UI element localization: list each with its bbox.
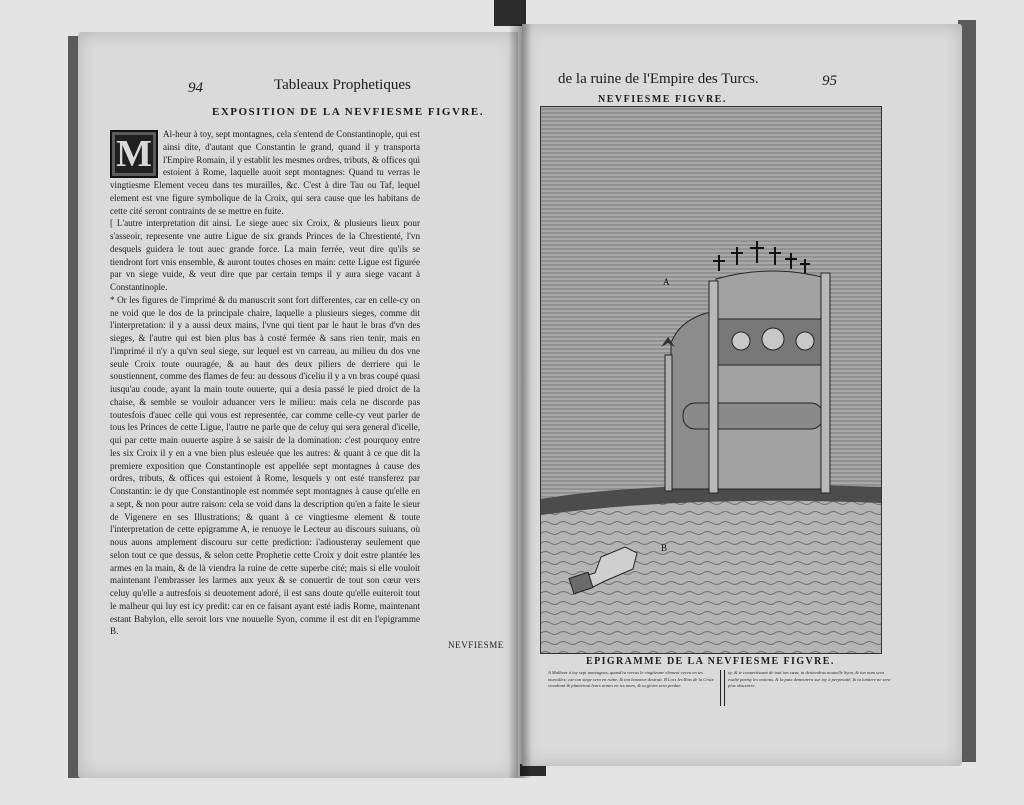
binding-clip — [494, 0, 526, 26]
paragraph: * Or les figures de l'imprimé & du manuscrit sont fort differentes, car en celle-cy on ne void que le dos de la principale chaire, laquelle a plusieurs sieges, comme dit l'interpretation: il y a aussi deux mains, l'vne qui tient par le haut le bras d'vn des sieges, & l'autre qui est bien plus bas à costé fermée & sans rien tenir, mais en l'imprimé il n'y a qu'vn seul siege, sur lequel est vn carreau, au milieu du dos vne seule Croix toute ouuragée, & au haut des deux piliers de derriere qui le soustiennent, comme des flames de feu: au dessous d'iceliu il y a vn bras coupé quasi iusqu'au coude, ayant la main toute ouuerte, qui a desia passé le pied droict de la chaise, & semble se vouloir aduancer vers le milieu: mais cela ne discorde pas toutesfois d'auec celle qui vous est representée, car comme celle-cy veut parler de tous les Princes de cette Ligue, l'autre ne parle que de celuy qui sera general d'icelle, qui par cette main ouuerte aspire à se saisir de la domination: c'est pourquoy entre les six Croix il y en a vne bien plus esleuée que les autres: & quant à ce que dit la premiere exposition que Constantinople est appellée sept montagnes à cause des ordres, tributs, & offices qui estoient à Rome, lesquels y ont esté transferez par Constantin: ie dy que Constantinople est nommée sept montagnes à cause qu'elle en a sept, & non pour autre raison: cela se void dans la description qu'en a faite le sieur de Vigenere en ses Illustrations; & quant à ce vingtiesme element & toute l'interpretation de cette epigramme A, ie renuoye le Lecteur au discours suiuans, où nous auons amplement discouru sur cette prediction: i'adiousteray seulement que selon tout ce que dessus, & selon cette Prophetie cette Croix y doit estre plantée les armes en la main, & de là viendra la ruine de cette superbe cité; mais si elle vouloit maintenant l'embrasser les larmes aux yeux & se conuertir de tout son cœur vers celuy qu'elle a autresfois si deuotement adoré, il est sans doute qu'elle euiteroit tout le malheur qui luy est icy predit: car en ce faisant ayant esté iadis Rome, maintenant estant Babylon, elle seroit lors vne nouuelle Syon, comme il est dit en l'epigramme B. — [110, 294, 420, 637]
epigram-caption: EPIGRAMME DE LA NEVFIESME FIGVRE. — [586, 656, 835, 667]
running-head-right: de la ruine de l'Empire des Turcs. — [558, 71, 759, 87]
plate-heading: NEVFIESME FIGVRE. — [598, 94, 727, 105]
engraving-image — [541, 107, 881, 653]
page-gutter — [508, 24, 532, 778]
epigram-left-column: A Malheur à toy sept montagnes, quand tu verras le vingtiesme element veceu en tes murailles; car ton siege sera en ruine, & ton honneur destruit. B Lors les Rois de la Croix viendront & planteront leurs armes en tes murs, & ta gloire sera perdue. — [548, 670, 714, 689]
page-number-right: 95 — [822, 73, 837, 89]
ground — [541, 485, 881, 653]
engraving-plate — [540, 106, 882, 654]
epigram-right-column: sy, & te conuertissant de tout ton cœur, tu deuiendras nouuelle Syon, & ton nom sera exalté parmy les nations, & la paix demeurera sur toy à perpetuité, & ta lumiere ne sera plus obscurcie. — [728, 670, 891, 689]
plate-label-a: A — [663, 277, 670, 287]
catchword: NEVFIESME — [448, 640, 504, 650]
section-heading: EXPOSITION DE LA NEVFIESME FIGVRE. — [212, 106, 484, 118]
page-number-left: 94 — [188, 80, 203, 96]
paragraph-text: Al-heur à toy, sept montagnes, cela s'entend de Constantinople, qui est ainsi dite, d'autant que Constantin le grand, quand il y transporta l'Empire Romain, il y establit les mesmes ordres, tributs, & offices qui estoient à Rome, laquelle auoit sept montagnes: Quand tu verras le vingtiesme Element veceu dans tes murailles, &c. C'est à dire Tau ou Taf, lequel element est vne figure symbolique de la Croix, qui sera cause que les habitans de cette cité seront contraints de se mettre en fuite. — [110, 129, 420, 216]
paragraph — [110, 128, 420, 217]
paragraph: [ L'autre interpretation dit ainsi. Le siege auec six Croix, & plusieurs lieux pour s'asseoir, represente vne autre Ligue de six grands Princes de la Chrestienté, l'vn desquels guidera le tout auec grande force. La main ferrée, veut dire qu'ils se tiendront fort vnis ensemble, & auront toutes choses en main: cette Ligue est figurée par vn siege vuide, & veut dire que par certain temps il y aura siege vacant à Constantinople. — [110, 218, 420, 292]
plate-label-b: B — [661, 543, 668, 553]
running-head-left: Tableaux Prophetiques — [274, 77, 411, 93]
epigram-divider — [720, 670, 725, 706]
drop-cap: M — [110, 130, 158, 178]
body-text — [110, 128, 420, 638]
